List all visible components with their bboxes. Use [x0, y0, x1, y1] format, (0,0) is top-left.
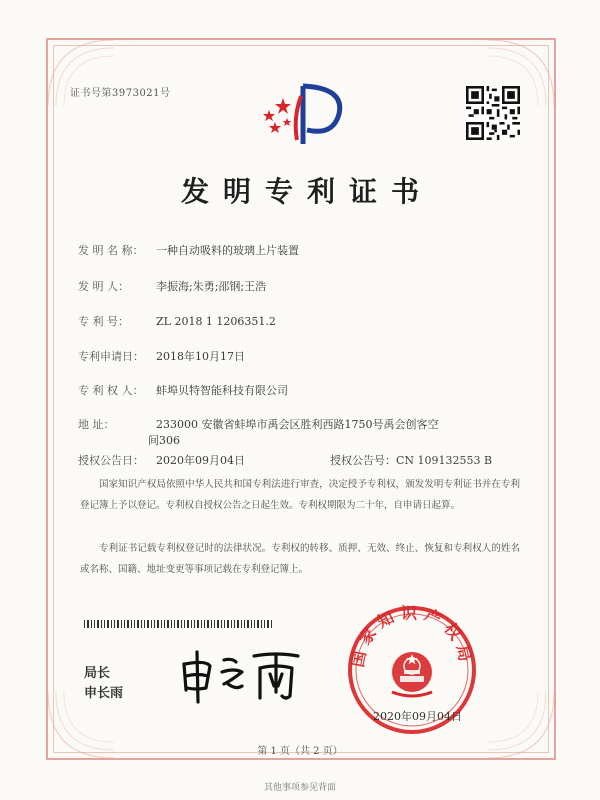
register-statement: 专利证书记载专利权登记时的法律状况。专利权的转移、质押、无效、终止、恢复和专利权人的姓名或名称、国籍、地址变更等事项记载在专利登记簿上。 — [80, 543, 520, 575]
barcode-strip — [84, 620, 274, 628]
footnote: 其他事项参见背面 — [263, 783, 336, 793]
cnipa-emblem-icon — [253, 78, 351, 150]
field-label: 授权公告日： — [78, 454, 144, 467]
qr-code-icon — [466, 86, 520, 140]
field-value: 李振海;朱勇;邵钢;王浩 — [156, 280, 267, 293]
seal-text: 国家知识产权局 — [348, 603, 476, 669]
seal-date: 2020年09月04日 — [373, 710, 462, 723]
field-value: ZL 2018 1 1206351.2 — [156, 315, 276, 328]
publication-code — [330, 452, 492, 468]
field-address — [78, 416, 438, 432]
publication-code-label: 授权公告号： — [330, 454, 396, 467]
page-number: 第 1 页（共 2 页） — [257, 746, 343, 757]
field-value: 一种自动吸料的玻璃上片装置 — [156, 244, 299, 257]
field-inventors — [78, 278, 266, 294]
certificate-number: 证书号第3973021号 — [70, 88, 171, 99]
field-label: 地 址： — [78, 418, 115, 431]
field-value: 蚌埠贝特智能科技有限公司 — [156, 384, 288, 397]
field-label: 发 明 人： — [78, 280, 129, 293]
field-label: 发 明 名 称： — [78, 244, 144, 257]
certificate-title: 发明专利证书 — [180, 175, 433, 208]
field-patent-number — [78, 313, 276, 329]
field-value: 2020年09月04日 — [156, 454, 245, 467]
publication-code-value: CN 109132553 B — [396, 454, 493, 467]
field-application-date — [78, 348, 245, 364]
address-line-2: 间306 — [148, 434, 180, 447]
director-name: 申长雨 — [84, 686, 124, 701]
field-value: 2018年10月17日 — [156, 350, 245, 363]
director-title: 局长 — [84, 666, 111, 681]
grant-statement: 国家知识产权局依照中华人民共和国专利法进行审查，决定授予专利权，颁发发明专利证书并在专利登记簿上予以登记。专利权自授权公告之日起生效。专利权期限为二十年，自申请日起算。 — [80, 479, 520, 511]
field-value: 233000 安徽省蚌埠市禹会区胜利西路1750号禹会创客空 — [156, 418, 439, 431]
field-label: 专 利 权 人： — [78, 384, 144, 397]
field-patentee — [78, 382, 288, 398]
field-publication-date — [78, 452, 245, 468]
director-signature — [176, 646, 306, 706]
field-invention-name — [78, 242, 299, 258]
field-label: 专利申请日： — [78, 350, 144, 363]
field-label: 专 利 号： — [78, 315, 129, 328]
